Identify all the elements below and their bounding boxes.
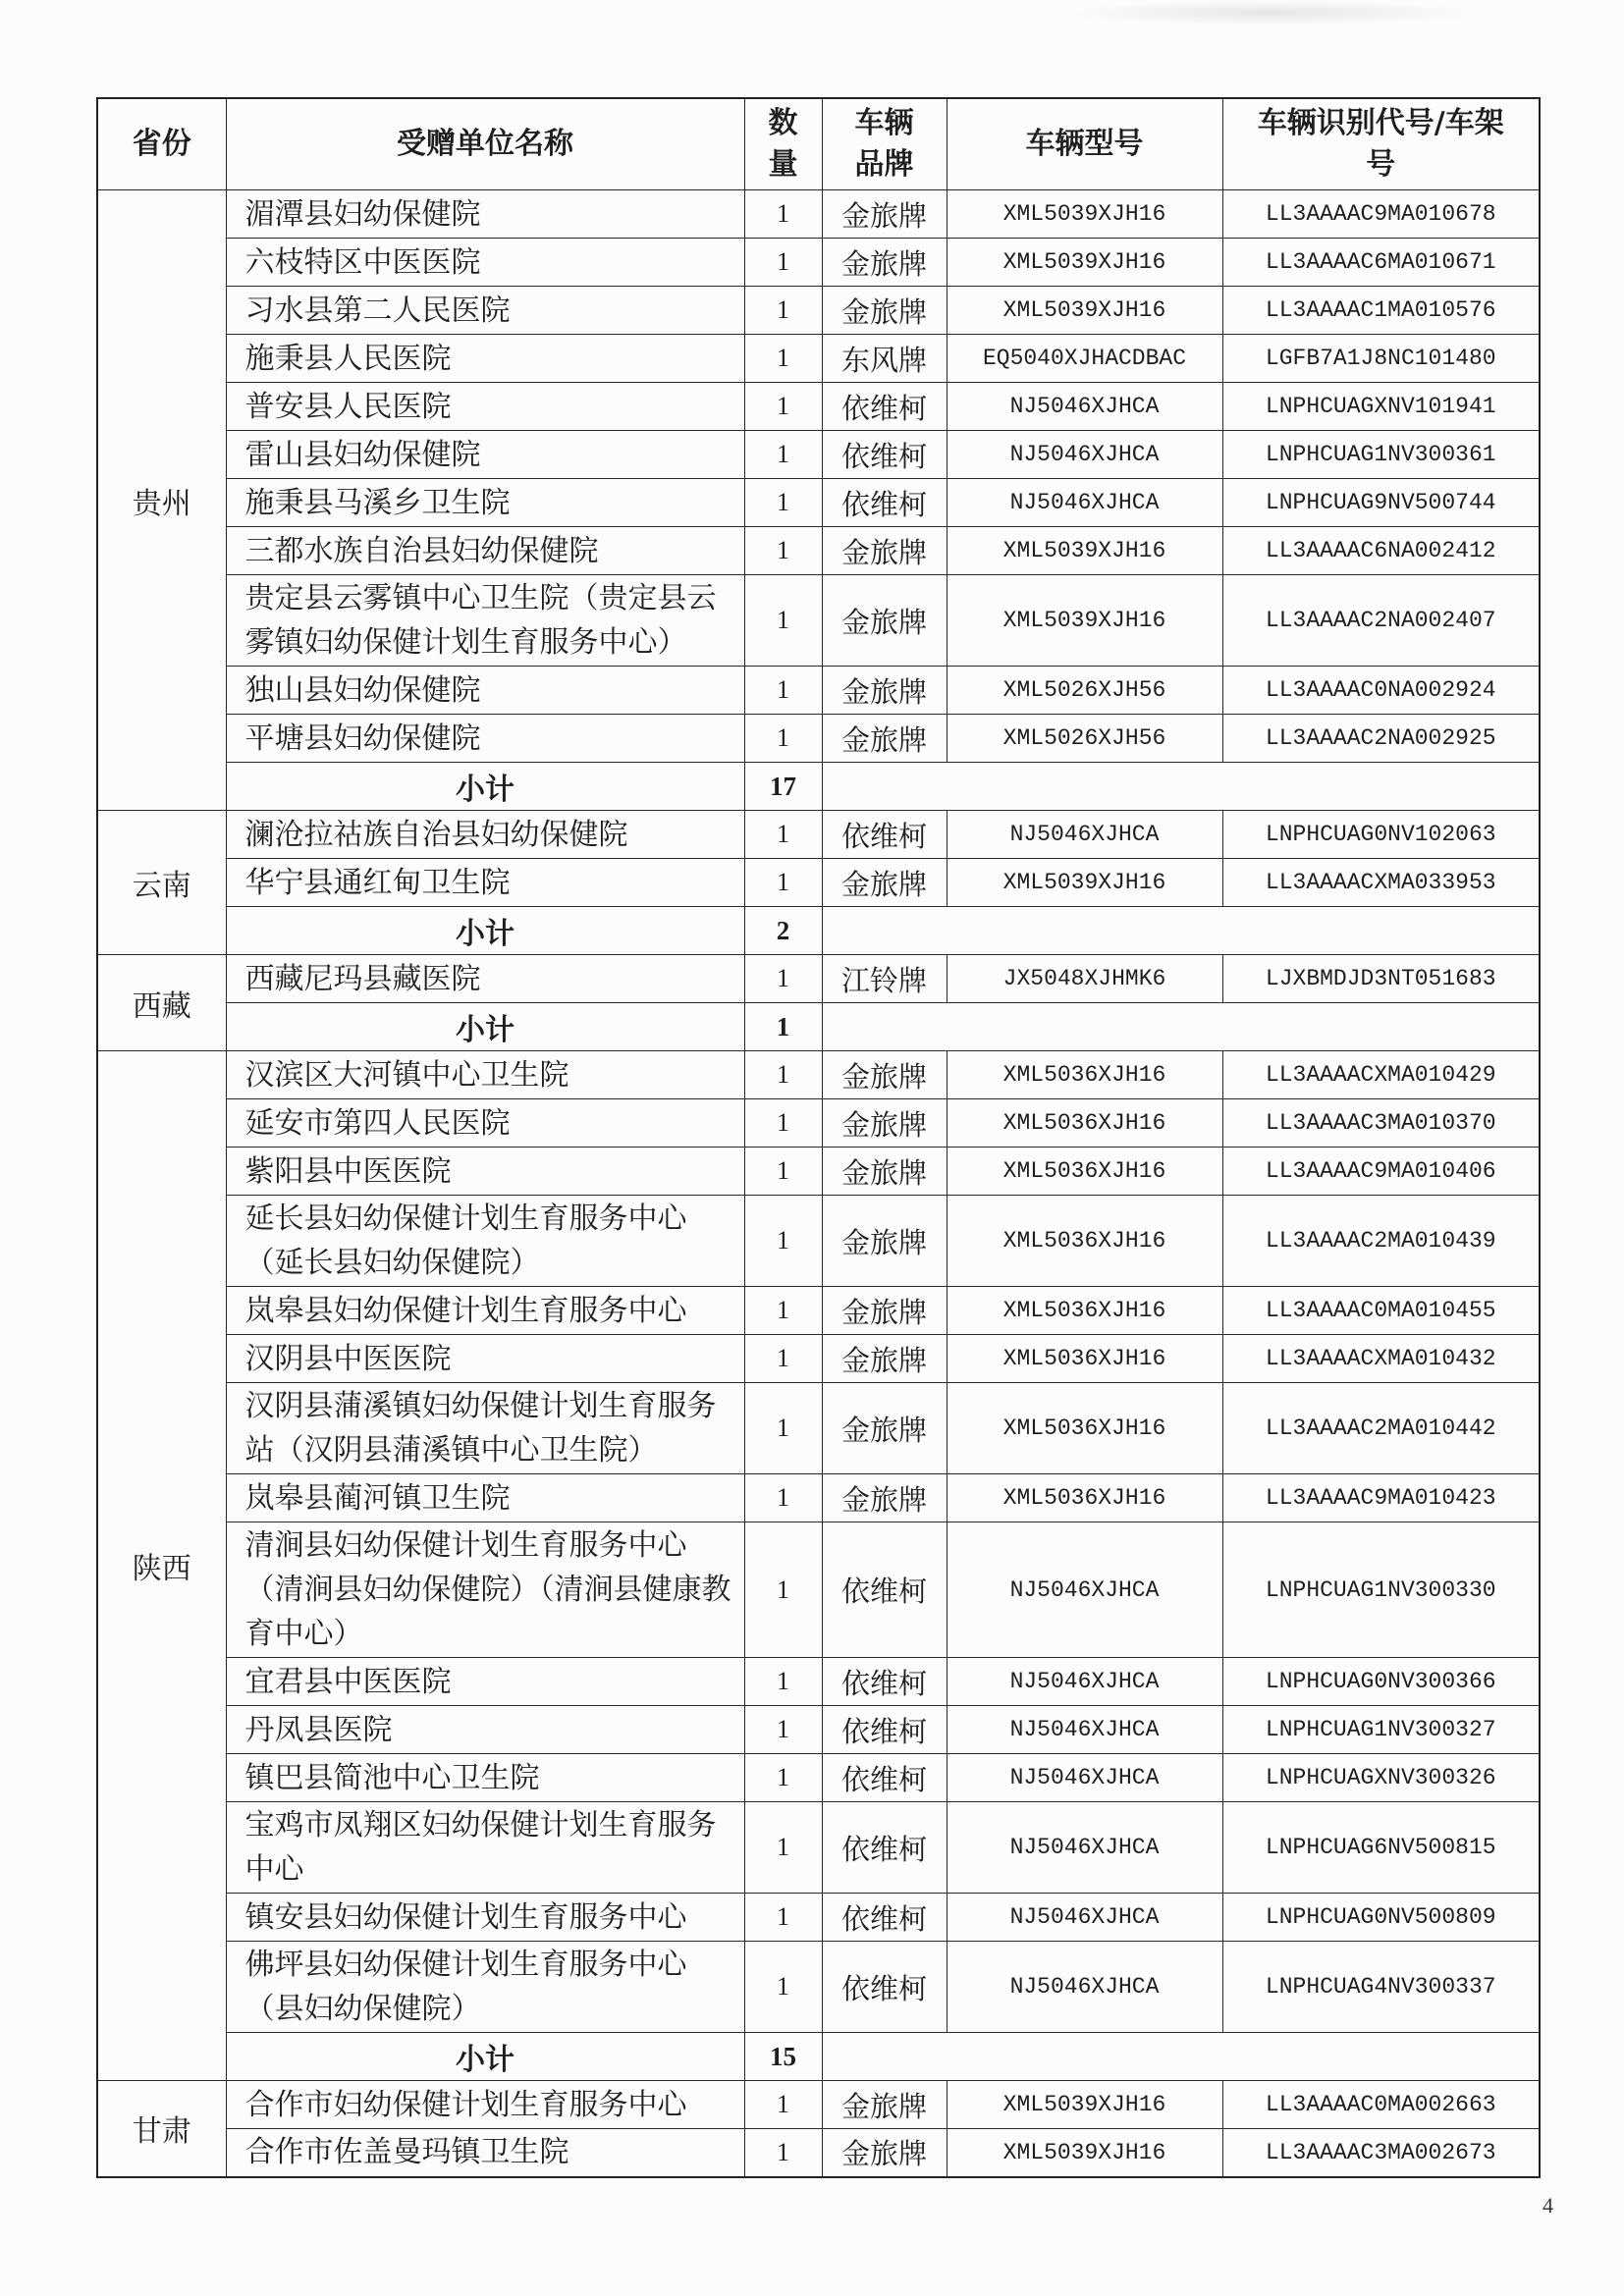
table-row [97,1942,1540,2033]
vehicle-model-cell: XML5036XJH16 [947,1148,1222,1196]
quantity-cell: 1 [744,527,822,575]
quantity-cell: 1 [744,239,822,287]
vin-cell: LNPHCUAG6NV500815 [1222,1802,1540,1894]
vin-cell: LNPHCUAG0NV500809 [1222,1894,1540,1942]
header-province-label: 省份 [132,127,191,161]
vehicle-brand-cell: 依维柯 [822,811,947,859]
recipient-name-cell: 湄潭县妇幼保健院 [226,190,744,239]
subtotal-empty-cell [822,2033,1540,2081]
vin-cell: LL3AAAAC0NA002924 [1222,667,1540,715]
vehicle-model-cell: EQ5040XJHACDBAC [947,335,1222,383]
recipient-name-cell: 平塘县妇幼保健院 [226,715,744,763]
table-row [97,811,1540,859]
subtotal-label: 小计 [226,907,744,955]
table-row [97,1148,1540,1196]
table-row [97,383,1540,431]
vehicle-brand-cell: 依维柯 [822,1894,947,1942]
recipient-name-cell: 雷山县妇幼保健院 [226,431,744,479]
quantity-cell: 1 [744,190,822,239]
vehicle-brand-cell: 依维柯 [822,1942,947,2033]
vehicle-model-cell: NJ5046XJHCA [947,431,1222,479]
vin-cell: LL3AAAAC9MA010678 [1222,190,1540,239]
table-row [97,190,1540,239]
vehicle-model-cell: XML5036XJH16 [947,1335,1222,1383]
recipient-name-cell: 独山县妇幼保健院 [226,667,744,715]
header-vehicle-model [947,98,1222,190]
recipient-name-cell: 紫阳县中医医院 [226,1148,744,1196]
vehicle-model-cell: NJ5046XJHCA [947,1706,1222,1754]
page-number: 4 [1543,2193,1553,2217]
subtotal-empty-cell [822,1003,1540,1051]
vehicle-brand-cell: 金旅牌 [822,190,947,239]
subtotal-count: 17 [744,763,822,811]
vehicle-model-cell: XML5026XJH56 [947,715,1222,763]
table-row [97,2081,1540,2129]
quantity-cell: 1 [744,1522,822,1658]
recipient-name-cell: 清涧县妇幼保健计划生育服务中心（清涧县妇幼保健院）（清涧县健康教育中心） [226,1522,744,1658]
vehicle-brand-cell: 依维柯 [822,1802,947,1894]
vehicle-brand-cell: 金旅牌 [822,1335,947,1383]
vehicle-brand-cell: 金旅牌 [822,1099,947,1148]
quantity-cell: 1 [744,1942,822,2033]
province-cell: 陕西 [97,1051,226,2081]
vin-cell: LNPHCUAG1NV300361 [1222,431,1540,479]
province-cell: 甘肃 [97,2081,226,2177]
quantity-cell: 1 [744,575,822,667]
vehicle-model-cell: NJ5046XJHCA [947,1894,1222,1942]
header-vin [1222,98,1540,190]
recipient-name-cell: 汉阴县蒲溪镇妇幼保健计划生育服务站（汉阴县蒲溪镇中心卫生院） [226,1383,744,1474]
recipient-name-cell: 贵定县云雾镇中心卫生院（贵定县云雾镇妇幼保健计划生育服务中心） [226,575,744,667]
quantity-cell: 1 [744,431,822,479]
vin-cell: LL3AAAAC2MA010442 [1222,1383,1540,1474]
vin-cell: LNPHCUAG0NV300366 [1222,1658,1540,1706]
vin-cell: LL3AAAAC2NA002925 [1222,715,1540,763]
quantity-cell: 1 [744,811,822,859]
vehicle-brand-cell: 金旅牌 [822,1051,947,1099]
recipient-name-cell: 汉阴县中医医院 [226,1335,744,1383]
subtotal-empty-cell [822,907,1540,955]
table-row [97,1099,1540,1148]
recipient-name-cell: 习水县第二人民医院 [226,287,744,335]
vin-cell: LNPHCUAGXNV101941 [1222,383,1540,431]
quantity-cell: 1 [744,859,822,907]
vin-cell: LL3AAAAC3MA010370 [1222,1099,1540,1148]
vehicle-brand-cell: 依维柯 [822,383,947,431]
header-quantity [744,98,822,190]
vin-cell: LL3AAAAC9MA010423 [1222,1474,1540,1522]
quantity-cell: 1 [744,1894,822,1942]
subtotal-row [97,907,1540,955]
vehicle-brand-cell: 金旅牌 [822,667,947,715]
header-recipient-name-label: 受赠单位名称 [397,127,573,161]
table-row [97,667,1540,715]
vehicle-brand-cell: 金旅牌 [822,287,947,335]
vehicle-brand-cell: 金旅牌 [822,715,947,763]
header-vehicle-model-label: 车辆型号 [1025,127,1144,161]
quantity-cell: 1 [744,287,822,335]
subtotal-count: 15 [744,2033,822,2081]
recipient-name-cell: 合作市佐盖曼玛镇卫生院 [226,2129,744,2177]
subtotal-label: 小计 [226,763,744,811]
vehicle-brand-cell: 金旅牌 [822,527,947,575]
vehicle-brand-cell: 金旅牌 [822,859,947,907]
province-cell: 云南 [97,811,226,955]
vehicle-brand-cell: 金旅牌 [822,1287,947,1335]
quantity-cell: 1 [744,1706,822,1754]
quantity-cell: 1 [744,1754,822,1802]
vin-cell: LL3AAAAC9MA010406 [1222,1148,1540,1196]
table-row [97,431,1540,479]
vin-cell: LL3AAAACXMA010429 [1222,1051,1540,1099]
table-row [97,527,1540,575]
subtotal-row [97,1003,1540,1051]
vin-cell: LL3AAAAC2NA002407 [1222,575,1540,667]
table-row [97,1287,1540,1335]
vin-cell: LGFB7A1J8NC101480 [1222,335,1540,383]
recipient-name-cell: 宜君县中医医院 [226,1658,744,1706]
vehicle-model-cell: XML5039XJH16 [947,527,1222,575]
quantity-cell: 1 [744,335,822,383]
vehicle-model-cell: XML5036XJH16 [947,1099,1222,1148]
vehicle-model-cell: NJ5046XJHCA [947,811,1222,859]
quantity-cell: 1 [744,1658,822,1706]
vehicle-brand-cell: 金旅牌 [822,239,947,287]
donation-vehicle-table [96,97,1541,2178]
recipient-name-cell: 丹凤县医院 [226,1706,744,1754]
vehicle-model-cell: XML5026XJH56 [947,667,1222,715]
table-row [97,2129,1540,2177]
table-row [97,287,1540,335]
vin-cell: LL3AAAACXMA033953 [1222,859,1540,907]
vin-cell: LL3AAAAC1MA010576 [1222,287,1540,335]
recipient-name-cell: 汉滨区大河镇中心卫生院 [226,1051,744,1099]
recipient-name-cell: 延长县妇幼保健计划生育服务中心（延长县妇幼保健院） [226,1196,744,1287]
table-row [97,715,1540,763]
header-province [97,98,226,190]
vehicle-model-cell: XML5036XJH16 [947,1051,1222,1099]
quantity-cell: 1 [744,955,822,1003]
vehicle-brand-cell: 金旅牌 [822,1196,947,1287]
subtotal-row [97,2033,1540,2081]
vehicle-brand-cell: 依维柯 [822,1754,947,1802]
table-row [97,1706,1540,1754]
vin-cell: LNPHCUAGXNV300326 [1222,1754,1540,1802]
quantity-cell: 1 [744,1474,822,1522]
vin-cell: LL3AAAAC0MA010455 [1222,1287,1540,1335]
vehicle-brand-cell: 依维柯 [822,1706,947,1754]
vehicle-model-cell: NJ5046XJHCA [947,383,1222,431]
vin-cell: LNPHCUAG1NV300327 [1222,1706,1540,1754]
vin-cell: LL3AAAAC6NA002412 [1222,527,1540,575]
vin-cell: LNPHCUAG4NV300337 [1222,1942,1540,2033]
recipient-name-cell: 六枝特区中医医院 [226,239,744,287]
vehicle-brand-cell: 金旅牌 [822,1148,947,1196]
table-row [97,1894,1540,1942]
header-vin-label: 车辆识别代号/车架号 [1257,106,1504,182]
vehicle-brand-cell: 金旅牌 [822,575,947,667]
quantity-cell: 1 [744,1287,822,1335]
vin-cell: LL3AAAAC0MA002663 [1222,2081,1540,2129]
recipient-name-cell: 澜沧拉祜族自治县妇幼保健院 [226,811,744,859]
quantity-cell: 1 [744,715,822,763]
recipient-name-cell: 宝鸡市凤翔区妇幼保健计划生育服务中心 [226,1802,744,1894]
subtotal-empty-cell [822,763,1540,811]
vehicle-model-cell: XML5039XJH16 [947,287,1222,335]
vehicle-model-cell: NJ5046XJHCA [947,1802,1222,1894]
quantity-cell: 1 [744,1099,822,1148]
province-cell: 贵州 [97,190,226,811]
recipient-name-cell: 西藏尼玛县藏医院 [226,955,744,1003]
recipient-name-cell: 岚皋县蔺河镇卫生院 [226,1474,744,1522]
quantity-cell: 1 [744,1148,822,1196]
vehicle-model-cell: NJ5046XJHCA [947,1658,1222,1706]
table-row [97,1051,1540,1099]
subtotal-count: 2 [744,907,822,955]
table-row [97,1335,1540,1383]
table-row [97,1522,1540,1658]
quantity-cell: 1 [744,479,822,527]
recipient-name-cell: 合作市妇幼保健计划生育服务中心 [226,2081,744,2129]
vehicle-brand-cell: 依维柯 [822,1522,947,1658]
table-row [97,1754,1540,1802]
recipient-name-cell: 施秉县马溪乡卫生院 [226,479,744,527]
quantity-cell: 1 [744,2129,822,2177]
vehicle-model-cell: XML5039XJH16 [947,2129,1222,2177]
vehicle-model-cell: NJ5046XJHCA [947,1522,1222,1658]
subtotal-label: 小计 [226,1003,744,1051]
quantity-cell: 1 [744,1196,822,1287]
vehicle-model-cell: NJ5046XJHCA [947,1754,1222,1802]
vehicle-model-cell: XML5036XJH16 [947,1196,1222,1287]
recipient-name-cell: 佛坪县妇幼保健计划生育服务中心（县妇幼保健院） [226,1942,744,2033]
vehicle-model-cell: JX5048XJHMK6 [947,955,1222,1003]
vehicle-brand-cell: 金旅牌 [822,2129,947,2177]
table-row [97,1196,1540,1287]
vin-cell: LL3AAAAC2MA010439 [1222,1196,1540,1287]
vin-cell: LNPHCUAG1NV300330 [1222,1522,1540,1658]
header-vehicle-brand [822,98,947,190]
quantity-cell: 1 [744,667,822,715]
table-row [97,1474,1540,1522]
vehicle-model-cell: NJ5046XJHCA [947,479,1222,527]
vehicle-model-cell: XML5039XJH16 [947,575,1222,667]
recipient-name-cell: 华宁县通红甸卫生院 [226,859,744,907]
scan-shadow [1060,0,1483,26]
table-row [97,575,1540,667]
quantity-cell: 1 [744,1802,822,1894]
recipient-name-cell: 岚皋县妇幼保健计划生育服务中心 [226,1287,744,1335]
vehicle-model-cell: XML5036XJH16 [947,1287,1222,1335]
recipient-name-cell: 普安县人民医院 [226,383,744,431]
subtotal-row [97,763,1540,811]
recipient-name-cell: 镇巴县简池中心卫生院 [226,1754,744,1802]
vin-cell: LNPHCUAG0NV102063 [1222,811,1540,859]
quantity-cell: 1 [744,2081,822,2129]
vehicle-model-cell: XML5039XJH16 [947,239,1222,287]
table-row [97,239,1540,287]
recipient-name-cell: 三都水族自治县妇幼保健院 [226,527,744,575]
vehicle-brand-cell: 金旅牌 [822,1383,947,1474]
table-header-row [97,98,1540,190]
vehicle-brand-cell: 依维柯 [822,431,947,479]
table-row [97,1658,1540,1706]
header-recipient-name [226,98,744,190]
table-body [97,190,1540,2177]
vehicle-model-cell: XML5039XJH16 [947,190,1222,239]
table-row [97,1802,1540,1894]
vehicle-brand-cell: 东风牌 [822,335,947,383]
quantity-cell: 1 [744,1051,822,1099]
vehicle-brand-cell: 金旅牌 [822,2081,947,2129]
vehicle-model-cell: XML5039XJH16 [947,2081,1222,2129]
subtotal-count: 1 [744,1003,822,1051]
vehicle-brand-cell: 江铃牌 [822,955,947,1003]
recipient-name-cell: 镇安县妇幼保健计划生育服务中心 [226,1894,744,1942]
vehicle-model-cell: XML5036XJH16 [947,1474,1222,1522]
vin-cell: LJXBMDJD3NT051683 [1222,955,1540,1003]
quantity-cell: 1 [744,1383,822,1474]
vehicle-model-cell: XML5039XJH16 [947,859,1222,907]
vehicle-model-cell: XML5036XJH16 [947,1383,1222,1474]
table-row [97,479,1540,527]
vin-cell: LNPHCUAG9NV500744 [1222,479,1540,527]
vin-cell: LL3AAAACXMA010432 [1222,1335,1540,1383]
subtotal-label: 小计 [226,2033,744,2081]
quantity-cell: 1 [744,383,822,431]
vehicle-brand-cell: 依维柯 [822,1658,947,1706]
table-row [97,335,1540,383]
province-cell: 西藏 [97,955,226,1051]
vehicle-brand-cell: 金旅牌 [822,1474,947,1522]
vehicle-model-cell: NJ5046XJHCA [947,1942,1222,2033]
recipient-name-cell: 施秉县人民医院 [226,335,744,383]
vehicle-brand-cell: 依维柯 [822,479,947,527]
quantity-cell: 1 [744,1335,822,1383]
table-row [97,859,1540,907]
table-row [97,955,1540,1003]
vin-cell: LL3AAAAC3MA002673 [1222,2129,1540,2177]
table-row [97,1383,1540,1474]
header-quantity-label: 数量 [768,106,798,182]
vin-cell: LL3AAAAC6MA010671 [1222,239,1540,287]
recipient-name-cell: 延安市第四人民医院 [226,1099,744,1148]
header-vehicle-brand-label: 车辆品牌 [854,106,914,182]
